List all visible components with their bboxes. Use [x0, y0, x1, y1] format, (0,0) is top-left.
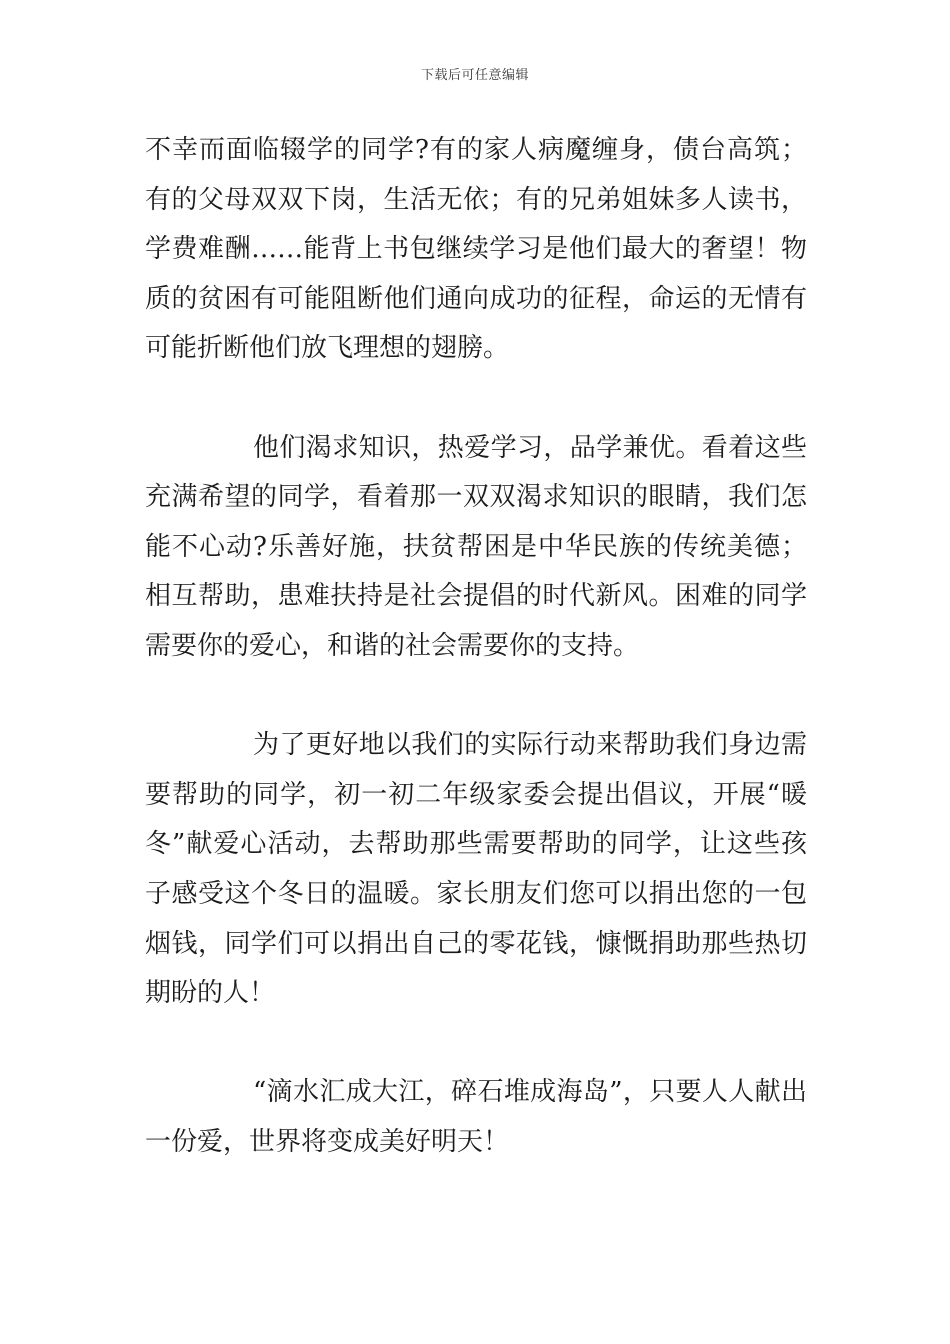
- paragraph-3: 为了更好地以我们的实际行动来帮助我们身边需要帮助的同学，初一初二年级家委会提出倡议，开展“暖冬”献爱心活动，去帮助那些需要帮助的同学，让这些孩子感受这个冬日的温暖。家长朋友们您可以捐出您的一包烟钱，同学们可以捐出自己的零花钱，慷慨捐助那些热切期盼的人！: [145, 730, 807, 1009]
- paragraph-2: 他们渴求知识，热爱学习，品学兼优。看着这些充满希望的同学，看着那一双双渴求知识的眼睛，我们怎能不心动?乐善好施，扶贫帮困是中华民族的传统美德；相互帮助，患难扶持是社会提倡的时代新风。困难的同学需要你的爱心，和谐的社会需要你的支持。: [145, 432, 807, 661]
- page-header: 下载后可任意编辑: [420, 68, 529, 83]
- paragraph-1: 不幸而面临辍学的同学?有的家人病魔缠身，债台高筑；有的父母双双下岗，生活无依；有的兄弟姐妹多人读书，学费难酬……能背上书包继续学习是他们最大的奢望！物质的贫困有可能阻断他们通向成功的征程，命运的无情有可能折断他们放飞理想的翅膀。: [145, 135, 807, 364]
- paragraph-4: “滴水汇成大江，碎石堆成海岛”，只要人人献出一份爱，世界将变成美好明天！: [145, 1077, 807, 1157]
- document-body: [145, 126, 807, 1217]
